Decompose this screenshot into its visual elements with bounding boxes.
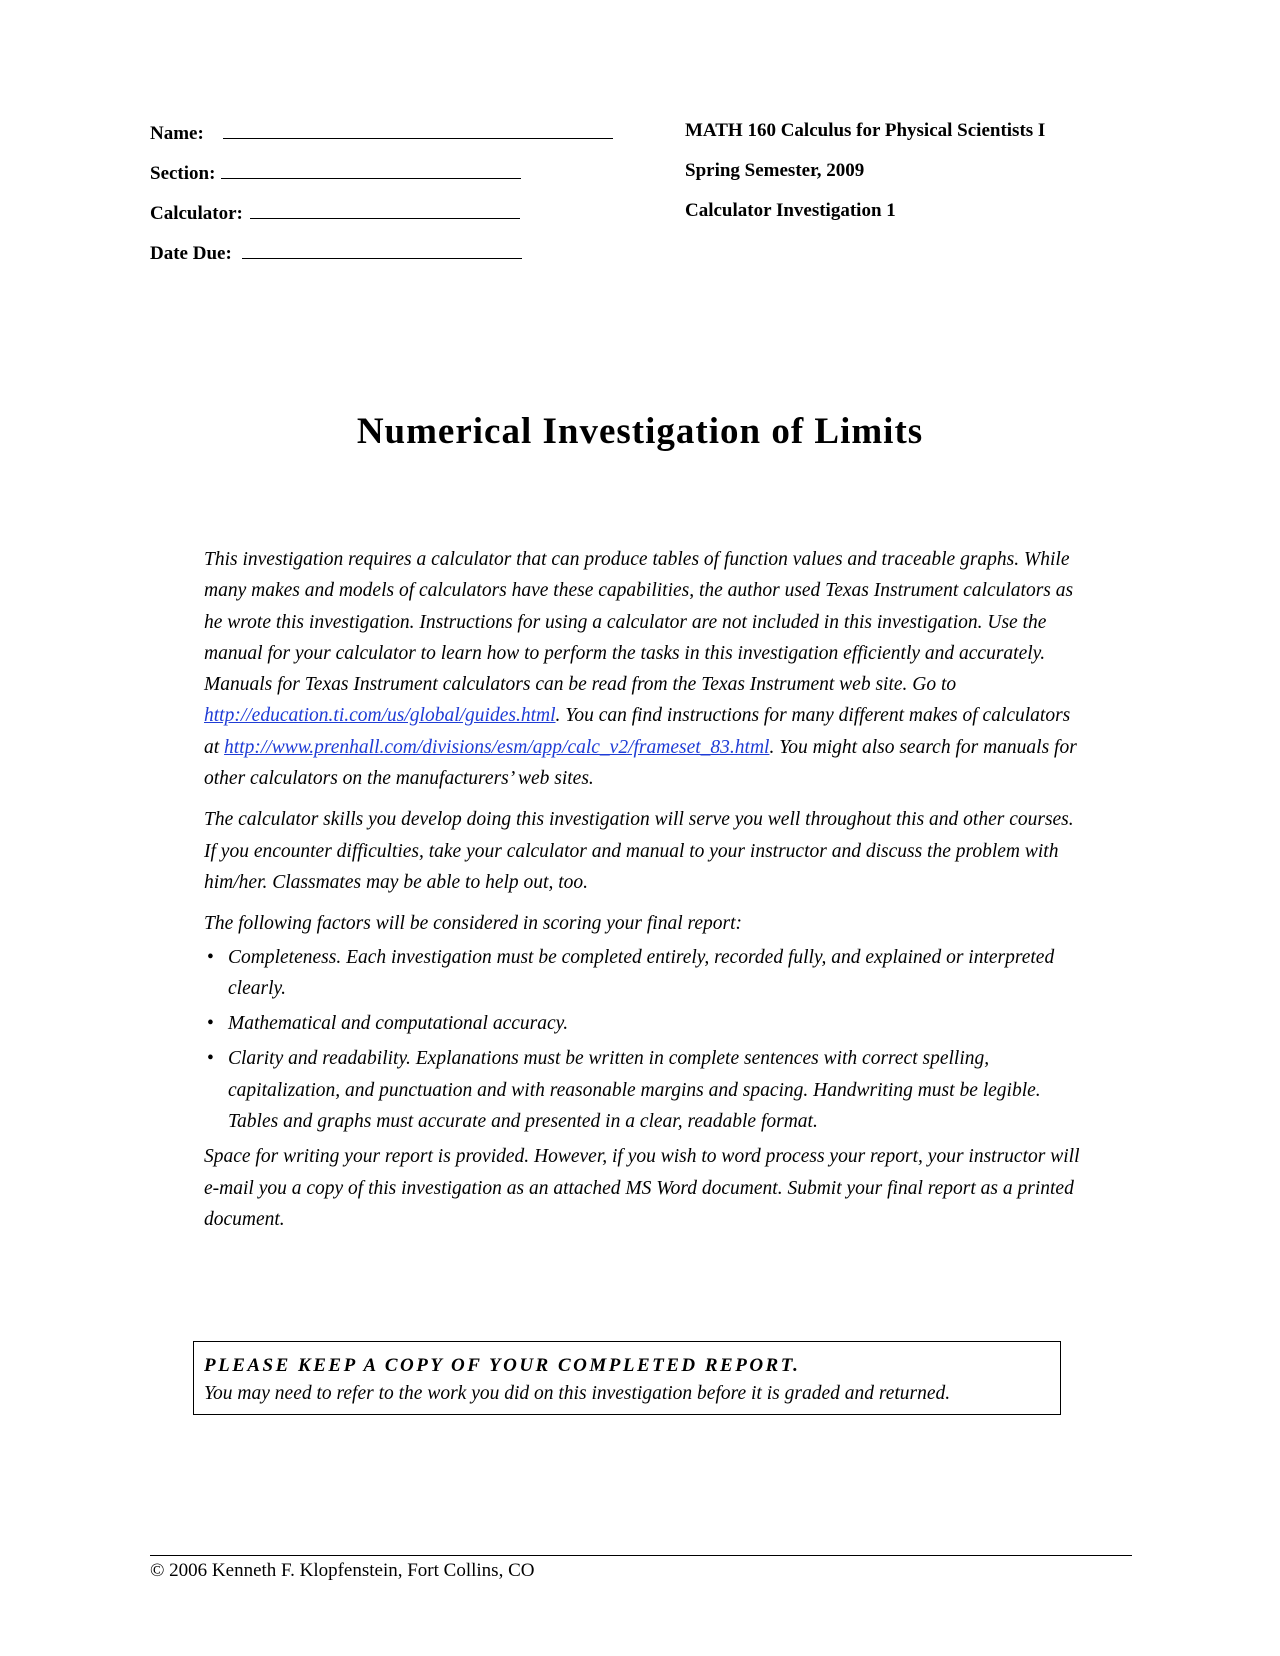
- factor-text: Clarity and readability. Explanations must be written in complete sentences with correct spelling, capitalization, and punctuation and with reasonable margins and spacing. Handwriting must be legible. Tables and graphs must accurate and presented in a clear, readable format.: [228, 1048, 1041, 1133]
- date-due-blank-line: [242, 238, 522, 259]
- notice-subtitle: You may need to refer to the work you did on this investigation before it is graded and returned.: [204, 1383, 951, 1404]
- student-info-fields: [150, 118, 630, 278]
- section-label: Section:: [150, 163, 216, 184]
- date-due-field: [150, 238, 630, 278]
- copyright-footer: © 2006 Kenneth F. Klopfenstein, Fort Collins, CO: [150, 1560, 535, 1581]
- factor-text: Mathematical and computational accuracy.: [228, 1013, 569, 1035]
- bullet-icon: •: [207, 1013, 214, 1035]
- section-blank-line: [221, 158, 521, 179]
- instructions-body: [204, 544, 1084, 1245]
- factors-intro: The following factors will be considered in scoring your final report:: [204, 913, 743, 935]
- skills-paragraph: The calculator skills you develop doing this investigation will serve you well throughout this and other courses. If you encounter difficulties, take your calculator and manual to your instructor and discuss the problem with him/her. Classmates may be able to help out, too.: [204, 809, 1074, 893]
- date-due-label: Date Due:: [150, 243, 232, 264]
- name-blank-line: [223, 118, 613, 139]
- assignment-name: Calculator Investigation 1: [685, 200, 896, 221]
- intro-text-1: This investigation requires a calculator that can produce tables of function values and traceable graphs. While many makes and models of calculators have these capabilities, the author used Texas Instrument calculators as he wrote this investigation. Instructions for using a calculator are not included in this investigation. Use the manual for your calculator to learn how to perform the tasks in this investigation efficiently and accurately. Manuals for Texas Instrument calculators can be read from the Texas Instrument web site. Go to: [204, 549, 1074, 696]
- intro-paragraph: [204, 544, 1084, 794]
- page-title: Numerical Investigation of Limits: [356, 411, 924, 452]
- bullet-icon: •: [207, 946, 214, 968]
- calculator-field: [150, 198, 630, 238]
- name-field: [150, 118, 630, 158]
- section-field: [150, 158, 630, 198]
- factor-text: Completeness. Each investigation must be completed entirely, recorded fully, and explained or interpreted clearly.: [228, 946, 1055, 999]
- semester: Spring Semester, 2009: [685, 160, 865, 181]
- prenhall-link[interactable]: http://www.prenhall.com/divisions/esm/app/calc_v2/frameset_83.html: [224, 736, 770, 758]
- report-paragraph: Space for writing your report is provided. However, if you wish to word process your report, your instructor will e-mail you a copy of this investigation as an attached MS Word document. Submit your final report as a printed document.: [204, 1146, 1080, 1230]
- list-item: [204, 942, 1084, 1005]
- course-info: [685, 118, 1205, 238]
- list-item: [204, 1008, 1084, 1039]
- ti-guides-link[interactable]: http://education.ti.com/us/global/guides.html: [204, 705, 556, 727]
- list-item: [204, 1043, 1084, 1137]
- intro-text-3: . You might also search for manuals for other calculators on the manufacturers’ web sites.: [204, 736, 1077, 790]
- factors-list: [204, 942, 1084, 1138]
- bullet-icon: •: [207, 1048, 214, 1070]
- calculator-label: Calculator:: [150, 203, 243, 224]
- notice-title: PLEASE KEEP A COPY OF YOUR COMPLETED REPORT.: [204, 1355, 801, 1376]
- intro-text-2: . You can find instructions for many different makes of calculators at: [204, 705, 1071, 758]
- footer-divider: [150, 1555, 1132, 1556]
- calculator-blank-line: [250, 198, 520, 219]
- course-title: MATH 160 Calculus for Physical Scientists I: [685, 120, 1046, 141]
- name-label: Name:: [150, 123, 204, 144]
- notice-box: [193, 1341, 1061, 1415]
